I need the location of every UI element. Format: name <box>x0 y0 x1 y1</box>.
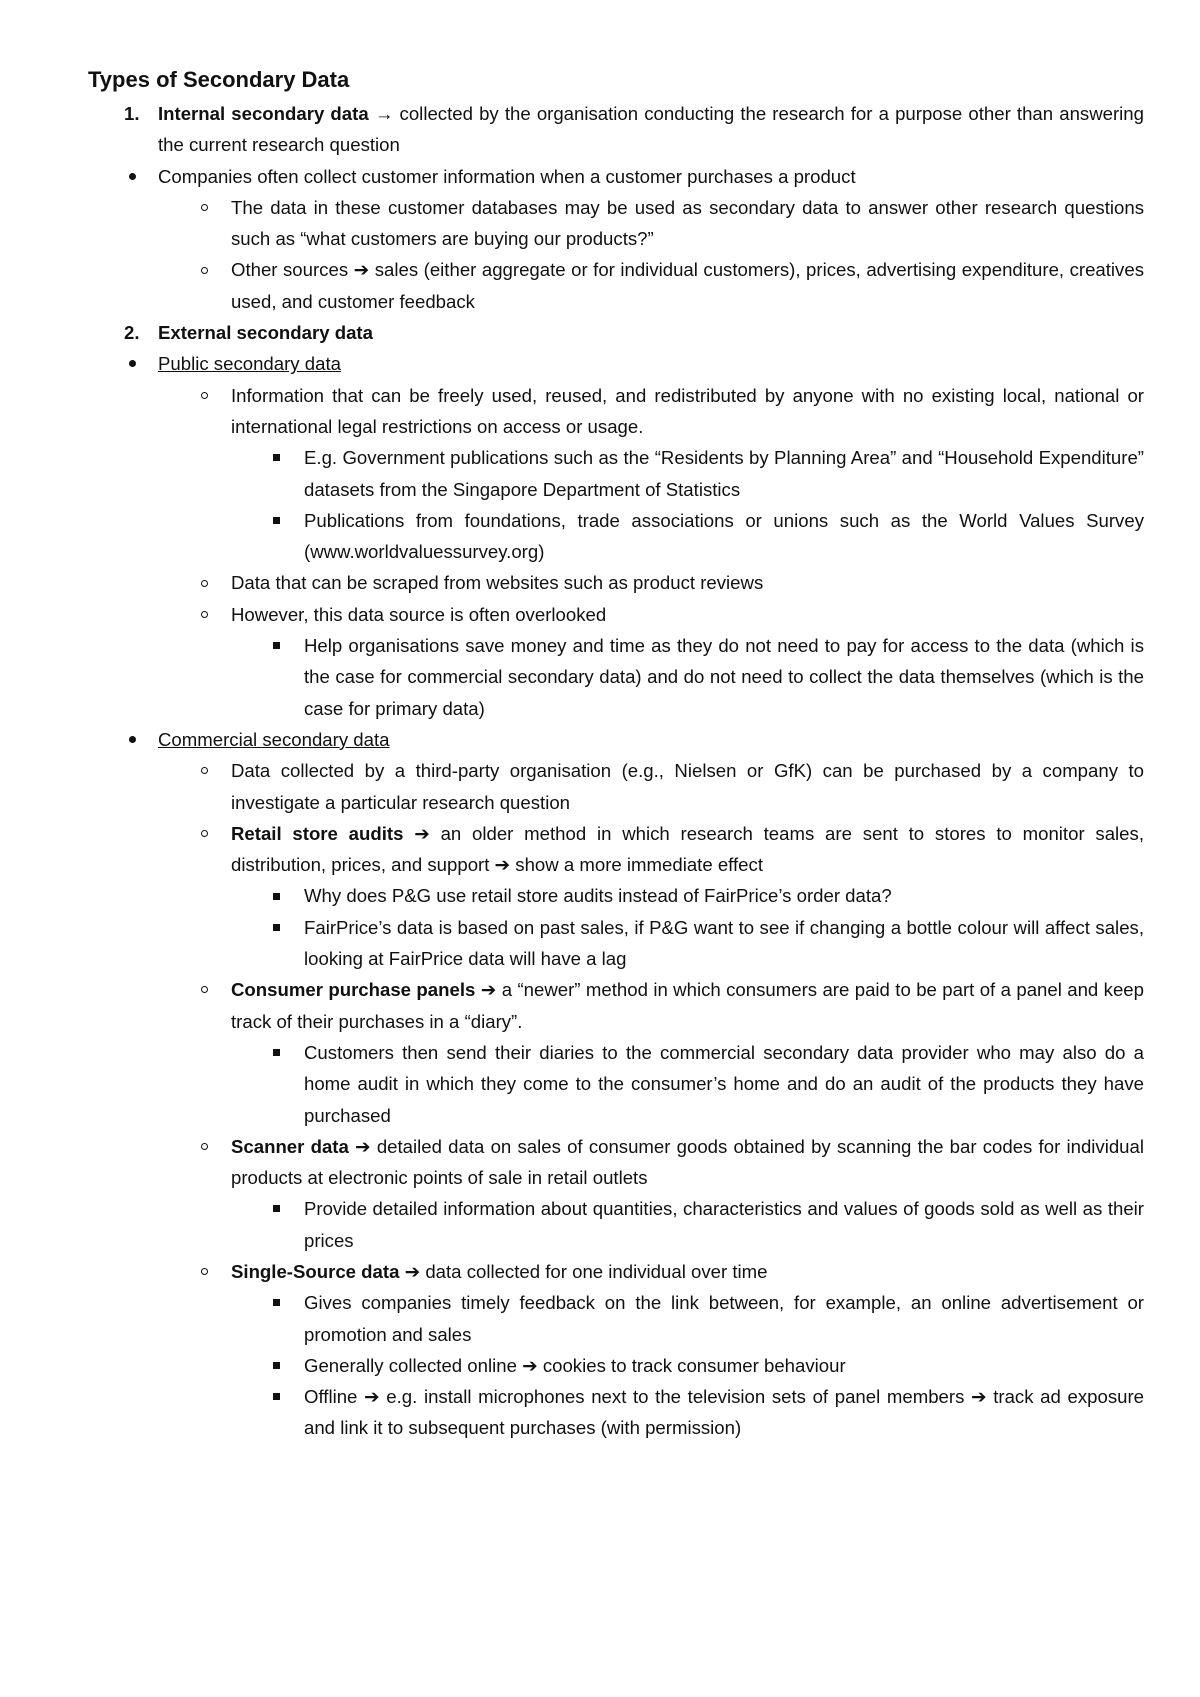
subsection-heading: Public secondary data <box>158 353 341 375</box>
square-bullet-icon <box>268 505 284 536</box>
square-bullet-icon <box>268 1381 284 1412</box>
circle-bullet-icon <box>196 974 212 1005</box>
circle-bullet-icon <box>196 192 212 223</box>
circle-bullet-icon <box>196 380 212 411</box>
list-item-text: Other sources ➔ sales (either aggregate or for individual customers), prices, advertising expenditure, creatives used, and customer feedback <box>231 259 1144 312</box>
list-item <box>88 755 1144 818</box>
list-item-text: Offline ➔ e.g. install microphones next to the television sets of panel members ➔ track ad exposure and link it to subsequent purchases (with permission) <box>304 1386 1144 1439</box>
circle-bullet-icon <box>196 1131 212 1162</box>
list-item-text: The data in these customer databases may be used as secondary data to answer other research questions such as “what customers are buying our products?” <box>231 196 1144 250</box>
list-item-text: Why does P&G use retail store audits instead of FairPrice’s order data? <box>304 885 892 907</box>
list-item-text: Help organisations save money and time as they do not need to pay for access to the data (which is the case for commercial secondary data) and do not need to collect the data themselves (which is the case for primary data) <box>304 635 1144 719</box>
square-bullet-icon <box>268 1350 284 1381</box>
list-item <box>88 724 1144 755</box>
list-item <box>88 974 1144 1037</box>
list-item-text: Information that can be freely used, reused, and redistributed by anyone with no existing local, national or international legal restrictions on access or usage. <box>231 384 1144 437</box>
list-item-text: FairPrice’s data is based on past sales, if P&G want to see if changing a bottle colour will affect sales, looking at FairPrice data will have a lag <box>304 916 1144 970</box>
list-item <box>88 818 1144 881</box>
term: Retail store audits <box>231 822 404 844</box>
square-bullet-icon <box>268 630 284 661</box>
list-item-text: ➔ an older method in which research teams are sent to stores to monitor sales, distribution, prices, and support ➔ show a more immediate effect <box>231 822 1144 876</box>
circle-bullet-icon <box>196 254 212 285</box>
list-item <box>88 1193 1144 1256</box>
list-item <box>88 380 1144 443</box>
list-item-text: Generally collected online ➔ cookies to track consumer behaviour <box>304 1354 846 1376</box>
list-item-text: Data collected by a third-party organisation (e.g., Nielsen or GfK) can be purchased by a company to investigate a particular research question <box>231 760 1144 813</box>
list-item-text: Customers then send their diaries to the commercial secondary data provider who may also do a home audit in which they come to the consumer’s home and do an audit of the products they have purchased <box>304 1041 1144 1126</box>
list-item <box>88 1037 1144 1131</box>
list-item-internal <box>88 98 1144 161</box>
circle-bullet-icon <box>196 1256 212 1287</box>
list-item-text: ➔ detailed data on sales of consumer goods obtained by scanning the bar codes for individual products at electronic points of sale in retail outlets <box>231 1135 1144 1189</box>
list-item <box>88 192 1144 255</box>
list-item <box>88 912 1144 975</box>
term: Single-Source data <box>231 1260 400 1282</box>
list-item <box>88 1350 1144 1381</box>
list-item <box>88 505 1144 568</box>
list-item-text: E.g. Government publications such as the “Residents by Planning Area” and “Household Expenditure” datasets from the Singapore Department of Statistics <box>304 447 1144 500</box>
list-item-text: Publications from foundations, trade associations or unions such as the World Values Survey (www.worldvaluessurvey.org) <box>304 509 1144 563</box>
list-item <box>88 567 1144 598</box>
square-bullet-icon <box>268 442 284 473</box>
section-text: collected by the organisation conducting the research for a purpose other than answering the current research question <box>158 103 1144 156</box>
list-item <box>88 1287 1144 1350</box>
list-item <box>88 442 1144 505</box>
list-number: 1. <box>124 103 140 124</box>
circle-bullet-icon <box>196 599 212 630</box>
list-item-text: Data that can be scraped from websites such as product reviews <box>231 572 764 594</box>
list-number: 2. <box>124 322 140 344</box>
circle-bullet-icon <box>196 567 212 598</box>
bullet-icon <box>124 161 140 192</box>
list-item-text: However, this data source is often overlooked <box>231 603 607 625</box>
circle-bullet-icon <box>196 755 212 786</box>
list-item-external <box>88 317 1144 348</box>
list-item <box>88 599 1144 630</box>
arrow-icon: → <box>374 103 394 124</box>
square-bullet-icon <box>268 1287 284 1318</box>
list-item-text: Provide detailed information about quantities, characteristics and values of goods sold as well as their prices <box>304 1198 1144 1251</box>
square-bullet-icon <box>268 1193 284 1224</box>
subsection-heading: Commercial secondary data <box>158 728 390 750</box>
list-item-text: ➔ data collected for one individual over time <box>404 1260 768 1282</box>
section-heading: Internal secondary data <box>158 103 369 124</box>
term: Consumer purchase panels <box>231 979 476 1001</box>
list-item <box>88 1131 1144 1194</box>
list-item <box>88 161 1144 192</box>
list-item <box>88 1256 1144 1287</box>
list-item <box>88 348 1144 379</box>
list-item <box>88 630 1144 724</box>
list-item-text: ➔ a “newer” method in which consumers are paid to be part of a panel and keep track of their purchases in a “diary”. <box>231 979 1144 1032</box>
term: Scanner data <box>231 1135 349 1157</box>
list-item <box>88 880 1144 911</box>
section-heading: External secondary data <box>158 322 373 344</box>
square-bullet-icon <box>268 912 284 943</box>
page-title: Types of Secondary Data <box>88 67 350 92</box>
bullet-icon <box>124 348 140 379</box>
bullet-icon <box>124 724 140 755</box>
list-item-text: Companies often collect customer information when a customer purchases a product <box>158 165 856 187</box>
list-item <box>88 1381 1144 1444</box>
list-item <box>88 254 1144 317</box>
circle-bullet-icon <box>196 818 212 849</box>
square-bullet-icon <box>268 880 284 911</box>
list-item-text: Gives companies timely feedback on the link between, for example, an online advertisement or promotion and sales <box>304 1292 1144 1345</box>
square-bullet-icon <box>268 1037 284 1068</box>
